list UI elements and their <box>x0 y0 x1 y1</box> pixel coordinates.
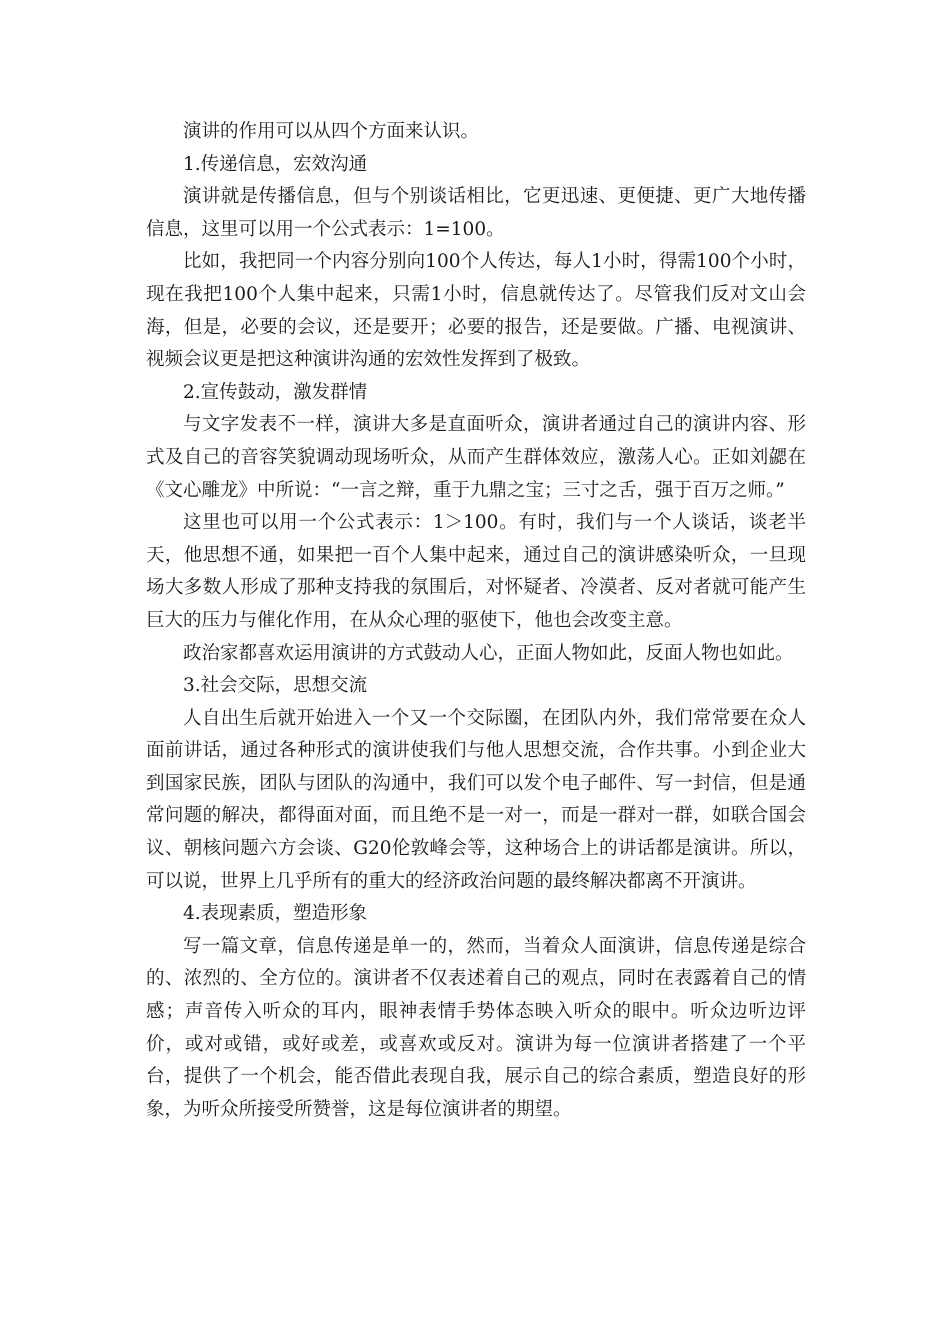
document-page <box>146 116 806 1126</box>
body-paragraph: 比如，我把同一个内容分别向100个人传达，每人1小时，得需100个小时，现在我把100个人集中起来，只需1小时，信息就传达了。尽管我们反对文山会海，但是，必要的会议，还是要开；必要的报告，还是要做。广播、电视演讲、视频会议更是把这种演讲沟通的宏效性发挥到了极致。 <box>146 251 806 371</box>
intro-paragraph: 演讲的作用可以从四个方面来认识。 <box>183 121 480 142</box>
body-paragraph: 人自出生后就开始进入一个又一个交际圈，在团队内外，我们常常要在众人面前讲话，通过各种形式的演讲使我们与他人思想交流，合作共事。小到企业大到国家民族，团队与团队的沟通中，我们可以发个电子邮件、写一封信，但是通常问题的解决，都得面对面，而且绝不是一对一，而是一群对一群，如联合国会议、朝核问题六方会谈、G20伦敦峰会等，这种场合上的讲话都是演讲。所以，可以说，世界上几乎所有的重大的经济政治问题的最终解决都离不开演讲。 <box>146 707 806 892</box>
body-paragraph: 写一篇文章，信息传递是单一的，然而，当着众人面演讲，信息传递是综合的、浓烈的、全方位的。演讲者不仅表述着自己的观点，同时在表露着自己的情感；声音传入听众的耳内，眼神表情手势体态映入听众的眼中。听众边听边评价，或对或错，或好或差，或喜欢或反对。演讲为每一位演讲者搭建了一个平台，提供了一个机会，能否借此表现自我，展示自己的综合素质，塑造良好的形象，为听众所接受所赞誉，这是每位演讲者的期望。 <box>146 935 806 1120</box>
body-paragraph: 政治家都喜欢运用演讲的方式鼓动人心，正面人物如此，反面人物也如此。 <box>183 642 794 664</box>
section-heading-3: 3.社会交际，思想交流 <box>183 675 368 697</box>
section-heading-2: 2.宣传鼓动，激发群情 <box>183 381 368 403</box>
section-heading-1: 1.传递信息，宏效沟通 <box>183 153 368 175</box>
body-paragraph: 演讲就是传播信息，但与个别谈话相比，它更迅速、更便捷、更广大地传播信息，这里可以用一个公式表示：1=100。 <box>146 186 806 240</box>
section-heading-4: 4.表现素质，塑造形象 <box>183 903 368 925</box>
body-paragraph: 这里也可以用一个公式表示：1＞100。有时，我们与一个人谈话，谈老半天，他思想不通，如果把一百个人集中起来，通过自己的演讲感染听众，一旦现场大多数人形成了那种支持我的氛围后，对怀疑者、冷漠者、反对者就可能产生巨大的压力与催化作用，在从众心理的驱使下，他也会改变主意。 <box>146 512 806 631</box>
body-paragraph: 与文字发表不一样，演讲大多是直面听众，演讲者通过自己的演讲内容、形式及自己的音容笑貌调动现场听众，从而产生群体效应，激荡人心。正如刘勰在《文心雕龙》中所说：“一言之辩，重于九鼎之宝；三寸之舌，强于百万之师。” <box>146 414 806 501</box>
